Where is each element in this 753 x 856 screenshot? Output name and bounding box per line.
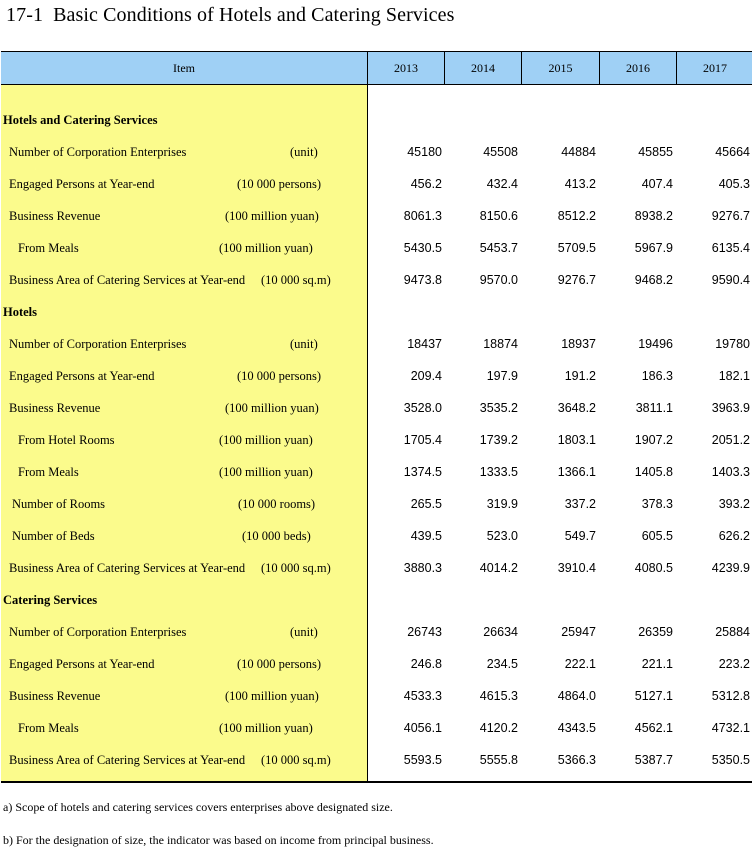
header-item: Item bbox=[173, 61, 195, 75]
row-label: Number of Corporation Enterprises bbox=[9, 337, 187, 351]
value-cell: 4562.1 bbox=[634, 721, 673, 735]
header-year-2013: 2013 bbox=[367, 52, 444, 84]
value-cell: 5350.5 bbox=[711, 753, 750, 767]
row-unit: (100 million yuan) bbox=[225, 401, 319, 415]
value-cell: 1403.3 bbox=[711, 465, 750, 479]
row-unit: (100 million yuan) bbox=[219, 721, 313, 735]
value-cell: 4056.1 bbox=[403, 721, 442, 735]
value-cell: 45664 bbox=[715, 145, 750, 159]
table-row bbox=[1, 232, 752, 264]
value-cell: 25947 bbox=[561, 625, 596, 639]
value-cell: 4533.3 bbox=[403, 689, 442, 703]
value-cell: 1705.4 bbox=[403, 433, 442, 447]
value-cell: 4014.2 bbox=[479, 561, 518, 575]
value-cell: 5312.8 bbox=[711, 689, 750, 703]
value-cell: 4080.5 bbox=[634, 561, 673, 575]
value-cell: 1739.2 bbox=[479, 433, 518, 447]
value-cell: 413.2 bbox=[564, 177, 596, 191]
value-cell: 2051.2 bbox=[711, 433, 750, 447]
value-cell: 1405.8 bbox=[634, 465, 673, 479]
table-row bbox=[1, 360, 752, 392]
table-row bbox=[1, 552, 752, 584]
row-label: Engaged Persons at Year-end bbox=[9, 369, 155, 383]
page-title bbox=[6, 4, 454, 27]
value-cell: 5127.1 bbox=[634, 689, 673, 703]
header-year-2016: 2016 bbox=[599, 52, 676, 84]
value-cell: 9276.7 bbox=[557, 273, 596, 287]
row-unit: (10 000 persons) bbox=[237, 657, 322, 671]
value-cell: 6135.4 bbox=[711, 241, 750, 255]
table-row bbox=[1, 328, 752, 360]
table-row bbox=[1, 392, 752, 424]
value-cell: 337.2 bbox=[564, 497, 596, 511]
value-cell: 191.2 bbox=[564, 369, 596, 383]
value-cell: 407.4 bbox=[641, 177, 673, 191]
table-row bbox=[1, 616, 752, 648]
value-cell: 4864.0 bbox=[557, 689, 596, 703]
row-label: Business Revenue bbox=[9, 689, 101, 703]
table-row bbox=[1, 456, 752, 488]
value-cell: 3811.1 bbox=[635, 401, 673, 415]
row-label: Business Revenue bbox=[9, 401, 101, 415]
value-cell: 186.3 bbox=[641, 369, 673, 383]
value-cell: 3648.2 bbox=[557, 401, 596, 415]
value-cell: 223.2 bbox=[718, 657, 750, 671]
value-cell: 319.9 bbox=[486, 497, 518, 511]
value-cell: 25884 bbox=[715, 625, 750, 639]
row-unit: (10 000 rooms) bbox=[238, 497, 316, 511]
row-unit: (10 000 sq.m) bbox=[261, 561, 331, 575]
value-cell: 234.5 bbox=[486, 657, 518, 671]
row-unit: (10 000 sq.m) bbox=[261, 753, 331, 767]
value-cell: 5430.5 bbox=[403, 241, 442, 255]
value-cell: 8061.3 bbox=[403, 209, 442, 223]
value-cell: 523.0 bbox=[486, 529, 518, 543]
value-cell: 3963.9 bbox=[711, 401, 750, 415]
value-cell: 9276.7 bbox=[711, 209, 750, 223]
row-unit: (10 000 sq.m) bbox=[261, 273, 331, 287]
footnote-b: b) For the designation of size, the indicator was based on income from principal business. bbox=[3, 833, 434, 847]
table-row bbox=[1, 744, 752, 776]
row-label: Engaged Persons at Year-end bbox=[9, 657, 155, 671]
value-cell: 3880.3 bbox=[403, 561, 442, 575]
table-row bbox=[1, 712, 752, 744]
value-cell: 1333.5 bbox=[479, 465, 518, 479]
value-cell: 456.2 bbox=[410, 177, 442, 191]
value-cell: 5709.5 bbox=[557, 241, 596, 255]
value-cell: 393.2 bbox=[718, 497, 750, 511]
value-cell: 221.1 bbox=[641, 657, 673, 671]
row-unit: (unit) bbox=[290, 337, 318, 351]
value-cell: 4120.2 bbox=[479, 721, 518, 735]
value-cell: 222.1 bbox=[564, 657, 596, 671]
value-cell: 9473.8 bbox=[403, 273, 442, 287]
table-row bbox=[1, 264, 752, 296]
row-label: From Meals bbox=[18, 465, 79, 479]
row-label: Number of Corporation Enterprises bbox=[9, 625, 187, 639]
value-cell: 439.5 bbox=[410, 529, 442, 543]
value-cell: 3528.0 bbox=[403, 401, 442, 415]
row-unit: (100 million yuan) bbox=[219, 465, 313, 479]
value-cell: 605.5 bbox=[641, 529, 673, 543]
table-row bbox=[1, 680, 752, 712]
value-cell: 19780 bbox=[715, 337, 750, 351]
header-year-2014: 2014 bbox=[444, 52, 521, 84]
value-cell: 19496 bbox=[638, 337, 673, 351]
row-label: From Hotel Rooms bbox=[18, 433, 115, 447]
section-title: Hotels bbox=[3, 305, 38, 319]
value-cell: 405.3 bbox=[718, 177, 750, 191]
value-cell: 4732.1 bbox=[711, 721, 750, 735]
value-cell: 5366.3 bbox=[557, 753, 596, 767]
value-cell: 4615.3 bbox=[479, 689, 518, 703]
row-unit: (100 million yuan) bbox=[225, 209, 319, 223]
value-cell: 265.5 bbox=[410, 497, 442, 511]
table-row bbox=[1, 648, 752, 680]
row-unit: (unit) bbox=[290, 145, 318, 159]
row-label: Business Area of Catering Services at Year-end bbox=[9, 273, 246, 287]
row-label: Business Revenue bbox=[9, 209, 101, 223]
row-label: Number of Beds bbox=[12, 529, 95, 543]
row-label: From Meals bbox=[18, 721, 79, 735]
value-cell: 8512.2 bbox=[557, 209, 596, 223]
value-cell: 1907.2 bbox=[634, 433, 673, 447]
row-label: Business Area of Catering Services at Year-end bbox=[9, 753, 246, 767]
value-cell: 18437 bbox=[407, 337, 442, 351]
value-cell: 5555.8 bbox=[479, 753, 518, 767]
footnote-a: a) Scope of hotels and catering services covers enterprises above designated size. bbox=[3, 800, 393, 814]
value-cell: 26359 bbox=[638, 625, 673, 639]
section-row bbox=[1, 584, 752, 616]
table-row bbox=[1, 200, 752, 232]
value-cell: 1803.1 bbox=[557, 433, 596, 447]
value-cell: 18937 bbox=[561, 337, 596, 351]
value-cell: 4239.9 bbox=[711, 561, 750, 575]
value-cell: 45180 bbox=[407, 145, 442, 159]
value-cell: 5387.7 bbox=[634, 753, 673, 767]
value-cell: 44884 bbox=[561, 145, 596, 159]
table-title: Basic Conditions of Hotels and Catering Services bbox=[53, 4, 455, 26]
row-unit: (100 million yuan) bbox=[219, 433, 313, 447]
table-header bbox=[1, 52, 752, 85]
value-cell: 8150.6 bbox=[479, 209, 518, 223]
value-cell: 3535.2 bbox=[479, 401, 518, 415]
row-label: Number of Corporation Enterprises bbox=[9, 145, 187, 159]
section-title: Catering Services bbox=[3, 593, 98, 607]
value-cell: 3910.4 bbox=[557, 561, 596, 575]
section-row bbox=[1, 104, 752, 136]
header-year-2015: 2015 bbox=[521, 52, 599, 84]
value-cell: 5453.7 bbox=[479, 241, 518, 255]
value-cell: 5967.9 bbox=[634, 241, 673, 255]
row-label: Engaged Persons at Year-end bbox=[9, 177, 155, 191]
row-label: Business Area of Catering Services at Year-end bbox=[9, 561, 246, 575]
value-cell: 45855 bbox=[638, 145, 673, 159]
value-cell: 197.9 bbox=[486, 369, 518, 383]
row-unit: (100 million yuan) bbox=[219, 241, 313, 255]
value-cell: 626.2 bbox=[718, 529, 750, 543]
value-cell: 8938.2 bbox=[634, 209, 673, 223]
table-row bbox=[1, 488, 752, 520]
table-row bbox=[1, 136, 752, 168]
row-label: From Meals bbox=[18, 241, 79, 255]
value-cell: 9570.0 bbox=[479, 273, 518, 287]
value-cell: 432.4 bbox=[486, 177, 518, 191]
value-cell: 182.1 bbox=[718, 369, 750, 383]
value-cell: 1366.1 bbox=[557, 465, 596, 479]
row-unit: (10 000 beds) bbox=[242, 529, 311, 543]
value-cell: 45508 bbox=[483, 145, 518, 159]
row-label: Number of Rooms bbox=[12, 497, 106, 511]
value-cell: 18874 bbox=[483, 337, 518, 351]
table-row bbox=[1, 168, 752, 200]
value-cell: 26743 bbox=[407, 625, 442, 639]
table-number: 17-1 bbox=[6, 4, 44, 26]
row-unit: (10 000 persons) bbox=[237, 177, 322, 191]
value-cell: 209.4 bbox=[410, 369, 442, 383]
row-unit: (10 000 persons) bbox=[237, 369, 322, 383]
value-cell: 378.3 bbox=[641, 497, 673, 511]
section-row bbox=[1, 296, 752, 328]
value-cell: 549.7 bbox=[564, 529, 596, 543]
value-cell: 5593.5 bbox=[403, 753, 442, 767]
value-cell: 4343.5 bbox=[557, 721, 596, 735]
value-cell: 26634 bbox=[483, 625, 518, 639]
value-cell: 1374.5 bbox=[403, 465, 442, 479]
value-cell: 9468.2 bbox=[634, 273, 673, 287]
row-unit: (100 million yuan) bbox=[225, 689, 319, 703]
value-cell: 9590.4 bbox=[711, 273, 750, 287]
section-title: Hotels and Catering Services bbox=[3, 113, 158, 127]
table-row bbox=[1, 520, 752, 552]
statistics-table bbox=[1, 51, 752, 783]
row-unit: (unit) bbox=[290, 625, 318, 639]
header-year-2017: 2017 bbox=[676, 52, 753, 84]
table-row bbox=[1, 424, 752, 456]
value-cell: 246.8 bbox=[410, 657, 442, 671]
